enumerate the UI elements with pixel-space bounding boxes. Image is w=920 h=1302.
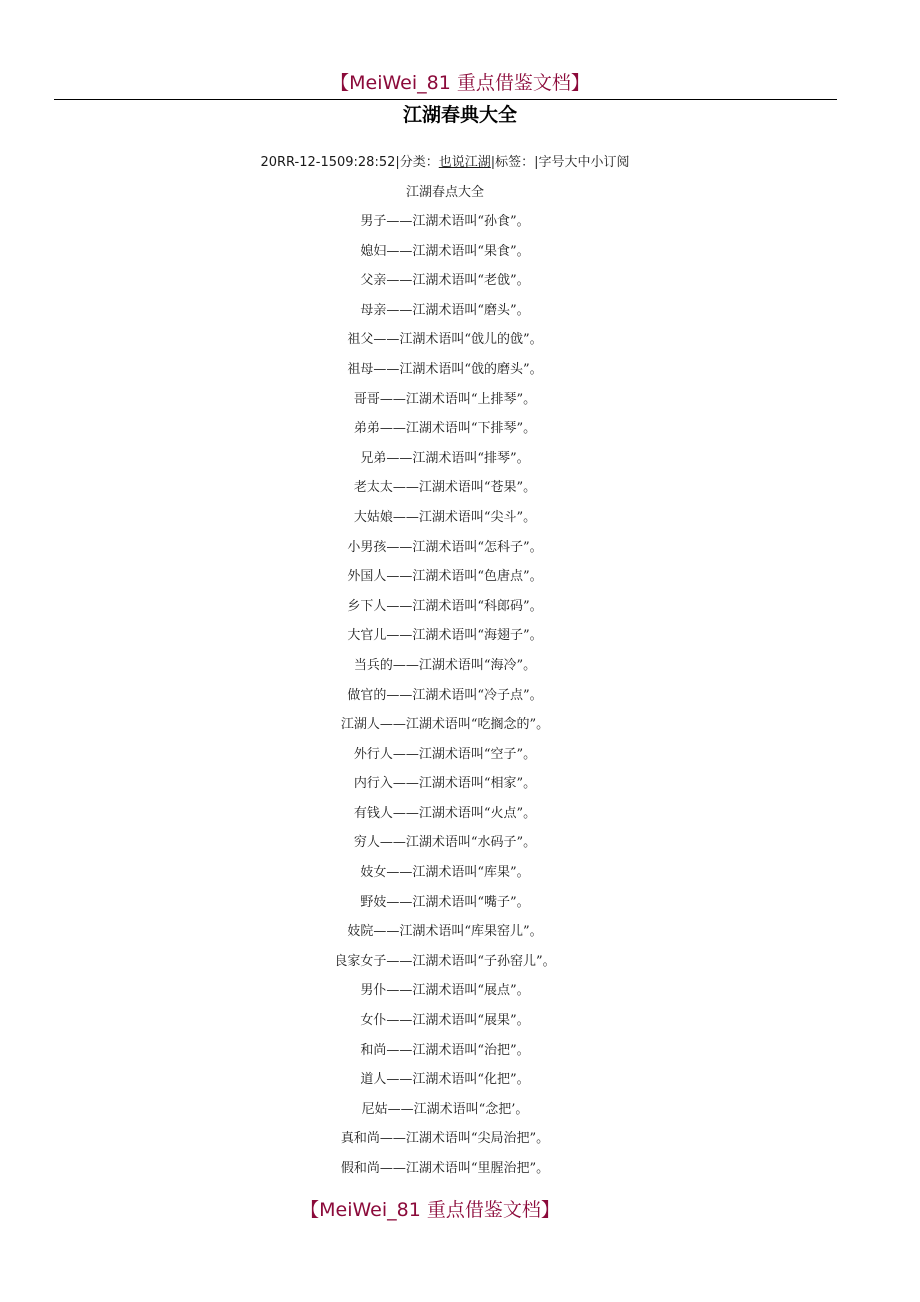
term-entry: 女仆——江湖术语叫“展果”。 [360,1013,530,1029]
post-datetime: 20RR-12-1509:28:52 [260,155,396,170]
term-entry: 父亲——江湖术语叫“老戗”。 [360,273,530,289]
term-entry: 江湖人——江湖术语叫“吃搁念的”。 [340,717,550,733]
term-entry: 小男孩——江湖术语叫“怎科子”。 [347,539,543,555]
term-entry: 母亲——江湖术语叫“磨头”。 [360,302,530,318]
term-entry: 祖母——江湖术语叫“戗的磨头”。 [347,361,543,377]
term-entry: 道人——江湖术语叫“化把”。 [360,1072,530,1088]
term-entry: 和尚——江湖术语叫“治把”。 [360,1042,530,1058]
term-entry: 当兵的——江湖术语叫“海冷”。 [353,657,537,673]
term-entry: 妓院——江湖术语叫“库果窑儿”。 [347,924,543,940]
term-entry: 弟弟——江湖术语叫“下排琴”。 [353,421,537,437]
term-entry: 做官的——江湖术语叫“冷子点”。 [347,687,543,703]
term-entry: 老太太——江湖术语叫“苍果”。 [353,480,537,496]
page-title: 江湖春典大全 [402,104,517,126]
term-entry: 妓女——江湖术语叫“库果”。 [360,865,530,881]
term-entry: 媳妇——江湖术语叫“果食”。 [360,243,530,259]
term-entry: 尼姑——江湖术语叫“念把’。 [361,1101,529,1117]
header-divider [54,99,837,100]
term-entry: 假和尚——江湖术语叫“里腥治把”。 [340,1161,550,1176]
term-entry: 男子——江湖术语叫“孙食”。 [360,214,530,229]
category-prefix: |分类： [395,155,439,170]
term-entry: 乡下人——江湖术语叫“科郎码”。 [347,598,543,614]
term-entry: 内行入——江湖术语叫“相家”。 [353,776,537,792]
term-entry: 哥哥——江湖术语叫“上排琴”。 [353,391,537,407]
term-entry: 外行人——江湖术语叫“空子”。 [353,746,537,762]
post-meta [0,153,890,173]
term-entry: 野妓——江湖术语叫“嘴子”。 [360,894,530,910]
term-entry: 穷人——江湖术语叫“水码子”。 [353,835,537,851]
header-banner: 【MeiWei_81 重点借鉴文档】 [330,72,590,94]
term-entry: 大官儿——江湖术语叫“海翅子”。 [347,628,543,644]
term-entry: 男仆——江湖术语叫“展点”。 [360,983,530,999]
term-entry: 大姑娘——江湖术语叫“尖斗”。 [353,509,537,525]
term-entry: 祖父——江湖术语叫“戗儿的戗”。 [347,332,543,348]
tags-and-font-size: |标签：|字号大中小订阅 [490,155,630,170]
term-entry: 兄弟——江湖术语叫“排琴”。 [360,450,530,466]
term-entry: 外国人——江湖术语叫“色唐点”。 [347,569,543,585]
section-subtitle: 江湖春点大全 [405,185,484,200]
term-entry: 良家女子——江湖术语叫“子孙窑儿”。 [334,953,556,969]
term-list [0,212,890,1189]
term-entry: 有钱人——江湖术语叫“火点”。 [353,805,537,821]
term-entry: 真和尚——江湖术语叫“尖局治把”。 [340,1131,550,1147]
category-link[interactable]: 也说江湖 [438,155,491,170]
footer-banner: 【MeiWei_81 重点借鉴文档】 [300,1199,560,1221]
